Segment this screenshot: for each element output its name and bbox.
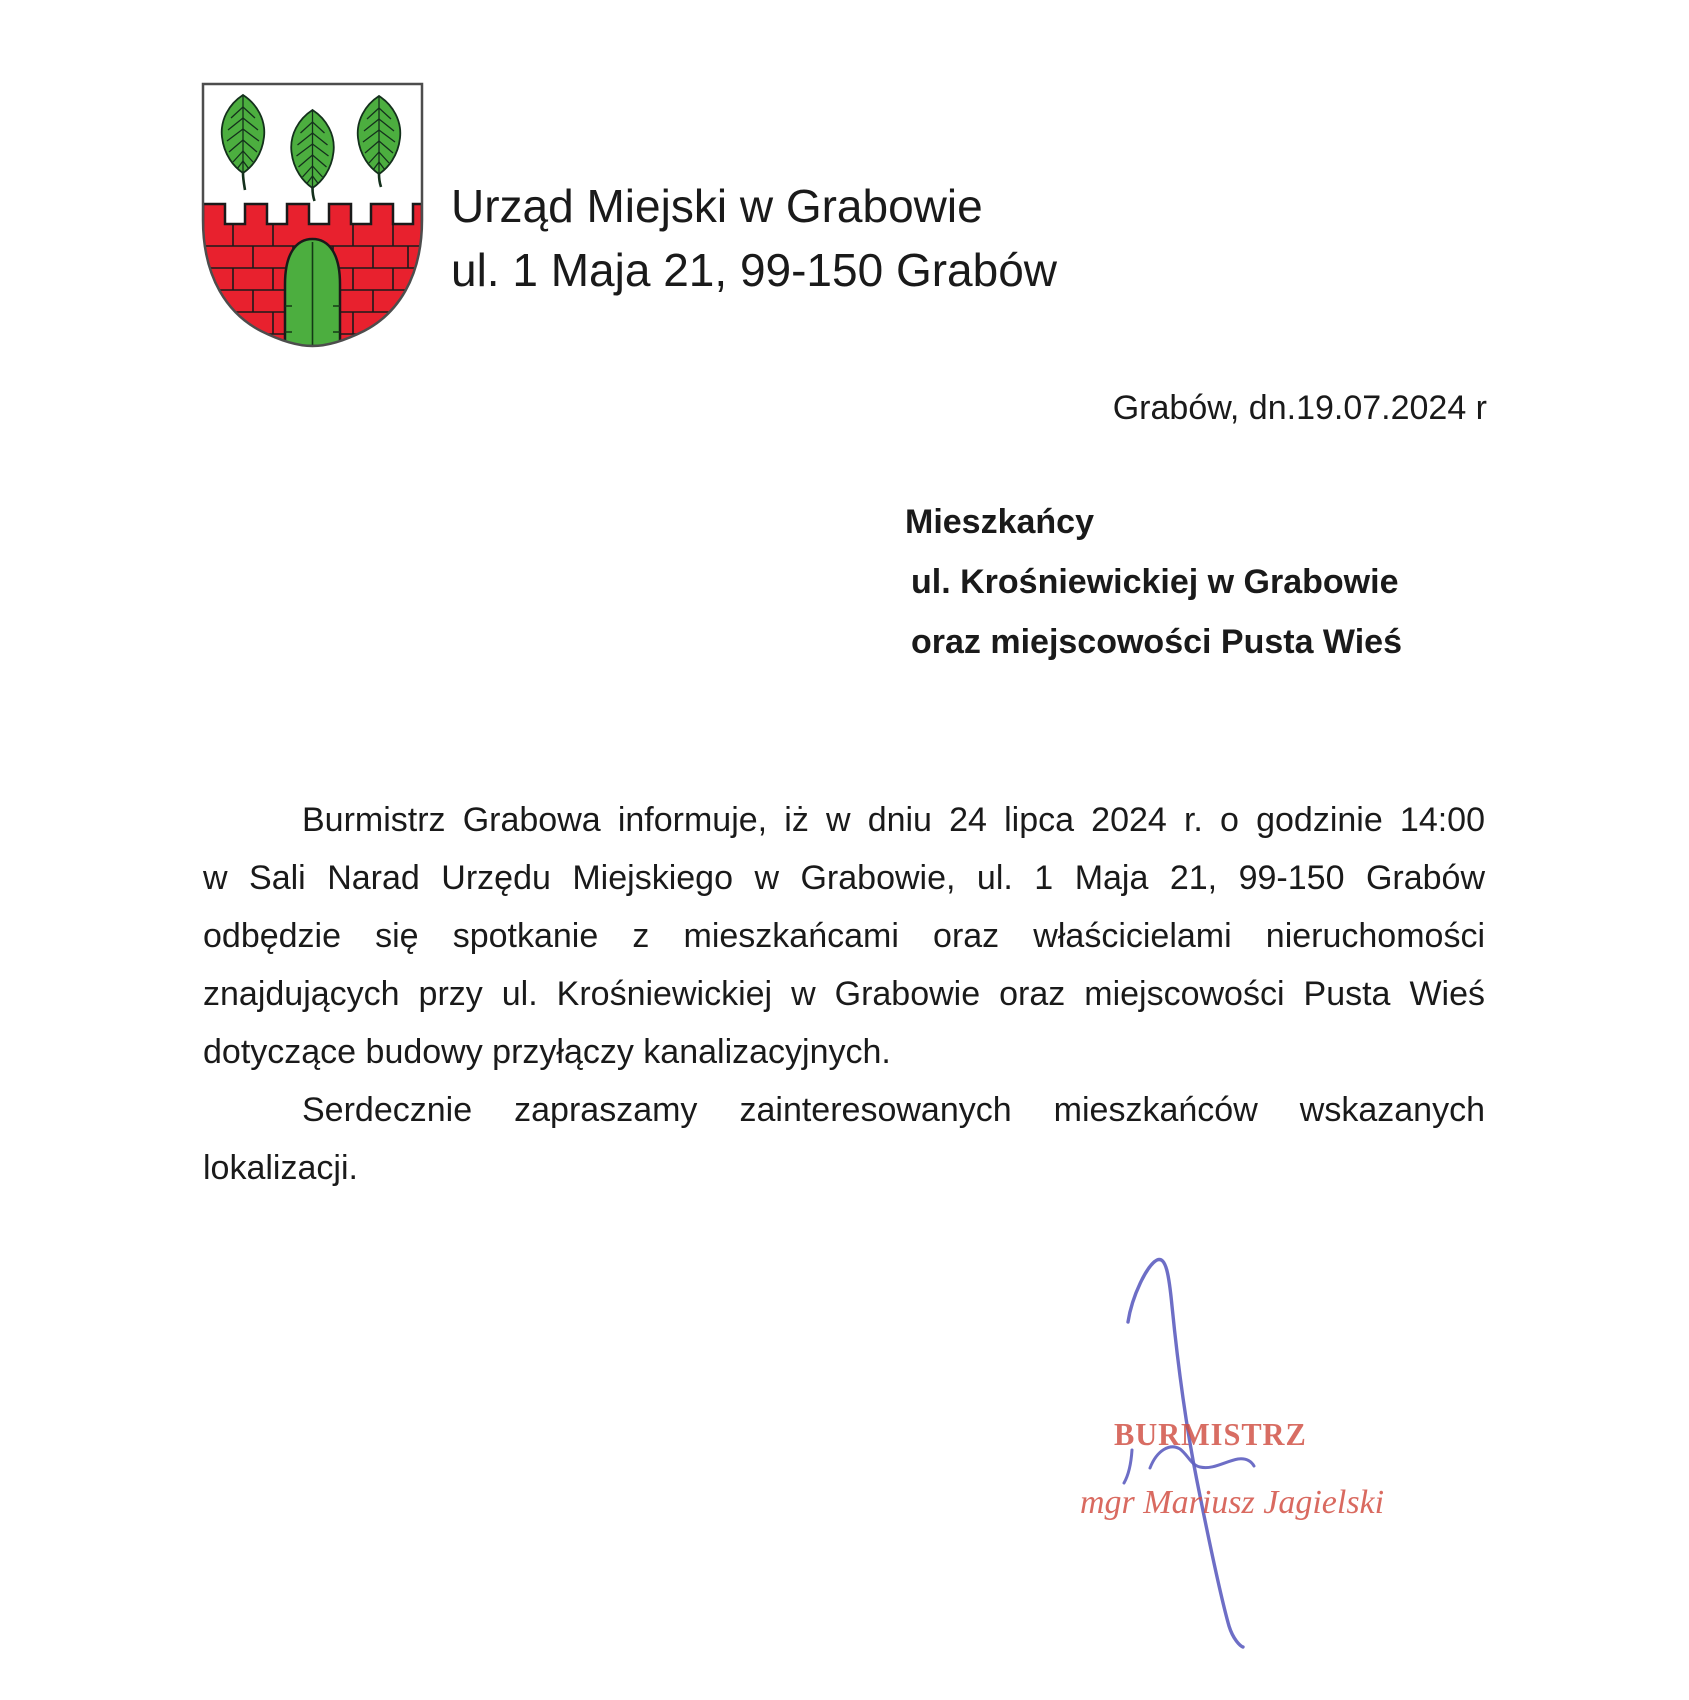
office-address: ul. 1 Maja 21, 99-150 Grabów	[451, 244, 1058, 296]
dateline: Grabów, dn.19.07.2024 r	[1112, 389, 1487, 427]
body-line: w Sali Narad Urzędu Miejskiego w Grabowie, ul. 1 Maja 21, 99-150 Grabów	[203, 859, 1485, 897]
letterhead	[451, 174, 1057, 302]
body-line: Burmistrz Grabowa informuje, iż w dniu 24 lipca 2024 r. o godzinie 14:00	[302, 801, 1485, 839]
addressee-line: oraz miejscowości Pusta Wieś	[911, 623, 1402, 661]
stamp-name: mgr Mariusz Jagielski	[1080, 1484, 1385, 1521]
body-line: znajdujących przy ul. Krośniewickiej w Grabowie oraz miejscowości Pusta Wieś	[203, 975, 1485, 1013]
addressee-line: ul. Krośniewickiej w Grabowie	[911, 563, 1399, 601]
letter-body	[203, 791, 1485, 1197]
grabow-coat-of-arms-icon	[201, 82, 424, 349]
body-line: odbędzie się spotkanie z mieszkańcami oraz właścicielami nieruchomości	[203, 917, 1485, 955]
office-name: Urząd Miejski w Grabowie	[451, 180, 983, 232]
addressee-line: Mieszkańcy	[905, 503, 1094, 541]
body-line: lokalizacji.	[203, 1149, 358, 1187]
addressee-block	[905, 492, 1402, 672]
body-line: dotyczące budowy przyłączy kanalizacyjnych.	[203, 1033, 891, 1071]
body-line: Serdecznie zapraszamy zainteresowanych mieszkańców wskazanych	[302, 1091, 1485, 1129]
stamp-title: BURMISTRZ	[1114, 1416, 1307, 1452]
